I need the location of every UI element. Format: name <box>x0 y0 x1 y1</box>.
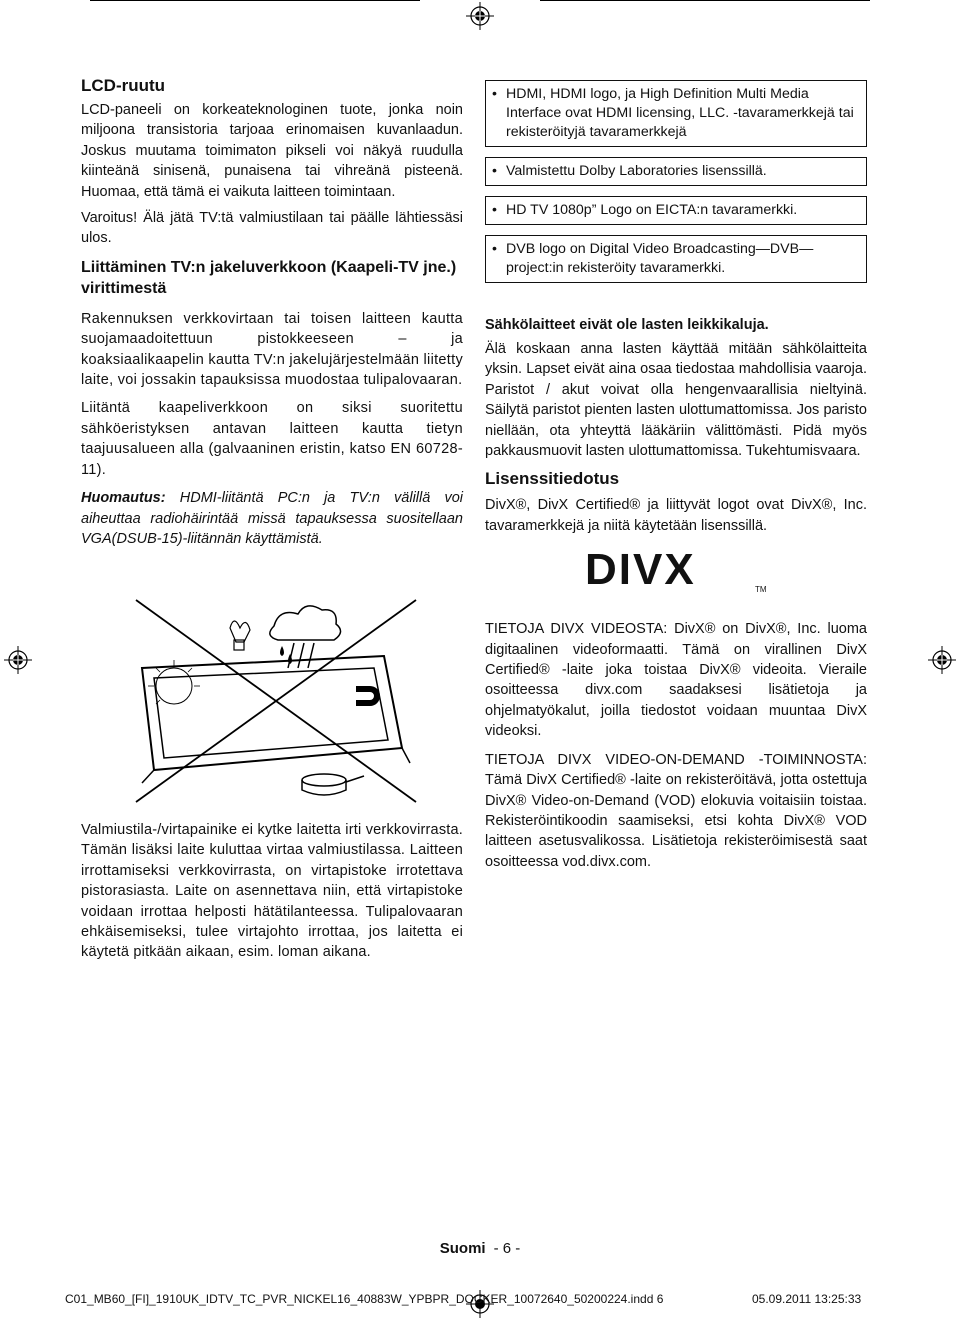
note-label: Huomautus: <box>81 490 166 507</box>
notice-hdtv <box>485 196 867 225</box>
notice-hdtv-text: HD TV 1080p” Logo on EICTA:n tavaramerkki. <box>506 202 798 218</box>
notice-dvb <box>485 235 867 283</box>
bullet-icon: • <box>492 86 497 102</box>
about-vod-paragraph: TIETOJA DIVX VIDEO-ON-DEMAND -TOIMINNOSTA: Tämä DivX Certified® -laite on rekisteröitävä, jotta ostettuja DivX® Video-on-Demand (VOD) elokuvia voitaisiin toistaa. Rekisteröintikoodin saamiseksi, etsi kohta DivX® VOD laitteen asetusvalikossa. Lisätietoja rekisteröimisestä saat osoitteessa vod.divx.com. <box>485 751 867 870</box>
standby-paragraph: Valmiustila-/virtapainike ei kytke laitetta irti verkkovirrasta. Tämän lisäksi laite kuluttaa virtaa valmiustilassa. Laitteen irrottamiseksi verkkovirrasta, on virtapistoke irrotettava pistorasiasta. Laite on asennettava niin, että virtapistoke voidaan irrottaa helposti hätätilanteessa. Tulipalovaaran ehkäisemiseksi, tulee virtajohto irrottaa, jos laitetta ei käytetä pitkään aikaan, esim. loman aikana. <box>81 822 463 961</box>
notice-hdmi <box>485 80 867 147</box>
right-column <box>485 80 867 872</box>
bullet-icon: • <box>492 163 497 179</box>
registration-mark-top <box>466 2 494 30</box>
kids-heading: Sähkölaitteet eivät ole lasten leikkikaluja. <box>485 317 769 333</box>
lcd-paragraph: LCD-paneeli on korkeateknologinen tuote, jonka noin miljoona transistoria tarjoaa erinomaisen kuvanlaadun. Joskus muutama toimimaton pikseli voi näkyä ruudulla kiinteänä sinisenä, punaisena tai vihreänä pisteenä. Huomaa, että tämä ei vaikuta laitteen toimintaan. <box>81 102 463 200</box>
slug-timestamp: 05.09.2011 13:25:33 <box>752 1292 862 1306</box>
warning-paragraph: Varoitus! Älä jätä TV:tä valmiustilaan tai päälle lähtiessäsi ulos. <box>81 210 463 247</box>
registration-mark-right <box>928 646 956 674</box>
connect-paragraph-1: Rakennuksen verkkovirtaan tai toisen laitteen kautta suojamaadoitettuun pistokkeeseen – ja koaksiaalikaapelin kautta TV:n jakelujärjestelmään liitetty laite, voi jossakin tapauksissa muodostaa tulipalovaaran. <box>81 310 464 389</box>
license-paragraph: DivX®, DivX Certified® ja liittyvät logot ovat DivX®, Inc. tavaramerkkejä ja niitä käytetään lisenssillä. <box>485 497 867 534</box>
divx-tm: TM <box>755 585 767 595</box>
kids-paragraph: Älä koskaan anna lasten käyttää mitään sähkölaitteita yksin. Lapset eivät aina osaa tiedostaa mahdollisia vaaroja. Paristot / akut voivat olla hengenvaarallisia nieltyinä. Säilytä paristot pienten lasten ulottumattomissa. Jos paristo niellään, ota yhteyttä lääkäriin välittömästi. Pidä myös pakkausmuovit lasten ulottumattomissa. Tukehtumisvaara. <box>485 341 867 460</box>
divx-logo-graphic <box>585 546 775 594</box>
notice-dolby-text: Valmistettu Dolby Laboratories lisenssillä. <box>506 163 767 179</box>
note-text: HDMI-liitäntä PC:n ja TV:n välillä voi aiheuttaa radiohäirintää missä tapauksessa suositellaan VGA(DSUB-15)-liitännän käyttämistä. <box>81 490 463 547</box>
crop-bar-left <box>90 0 420 1</box>
left-column-bottom <box>81 820 463 963</box>
page-lang: Suomi <box>439 1240 486 1257</box>
page-number <box>0 1240 960 1257</box>
divx-logo <box>585 546 867 599</box>
heading-lcd: LCD-ruutu <box>81 76 166 95</box>
heading-connect: Liittäminen TV:n jakeluverkkoon (Kaapeli-TV jne.) virittimestä <box>81 258 457 297</box>
license-heading: Lisenssitiedotus <box>485 469 620 489</box>
tv-safety-illustration <box>134 598 424 808</box>
notice-dolby <box>485 157 867 186</box>
note-paragraph <box>81 488 463 549</box>
divx-logo-text: DIVX <box>585 546 696 595</box>
connect-paragraph-2: Liitäntä kaapeliverkkoon on siksi suoritettu sähköeristyksen antavan laitteen kautta tietyn taajuusalueen alla (galvaaninen eristin, katso EN 60728-11). <box>81 400 463 478</box>
notice-dvb-text: DVB logo on Digital Video Broadcasting—DVB—project:in rekisteröity tavaramerkki. <box>506 241 814 276</box>
registration-mark-left <box>4 646 32 674</box>
slug-file-name: C01_MB60_[FI]_1910UK_IDTV_TC_PVR_NICKEL16_40883W_YPBPR_DOCKER_10072640_50200224.indd 6 <box>65 1292 664 1306</box>
bullet-icon: • <box>492 241 497 257</box>
about-divx-paragraph: TIETOJA DIVX VIDEOSTA: DivX® on DivX®, Inc. luoma digitaalinen videoformaatti. Tämä on virallinen DivX Certified® -laite joka toistaa DivX® videoita. Vieraile osoitteessa divx.com saadaksesi lisätietoja ja ohjelmatyökalut, joilla tiedostot voidaan muuntaa DivX videoksi. <box>485 621 867 740</box>
crop-bar-right <box>540 0 870 1</box>
notice-hdmi-text: HDMI, HDMI logo, ja High Definition Multi Media Interface ovat HDMI licensing, LLC. -tavaramerkkejä tai rekisteröityjä tavaramerkkejä <box>506 86 854 140</box>
bullet-icon: • <box>492 202 497 218</box>
page-num: - 6 - <box>493 1240 521 1257</box>
left-column <box>81 76 463 549</box>
